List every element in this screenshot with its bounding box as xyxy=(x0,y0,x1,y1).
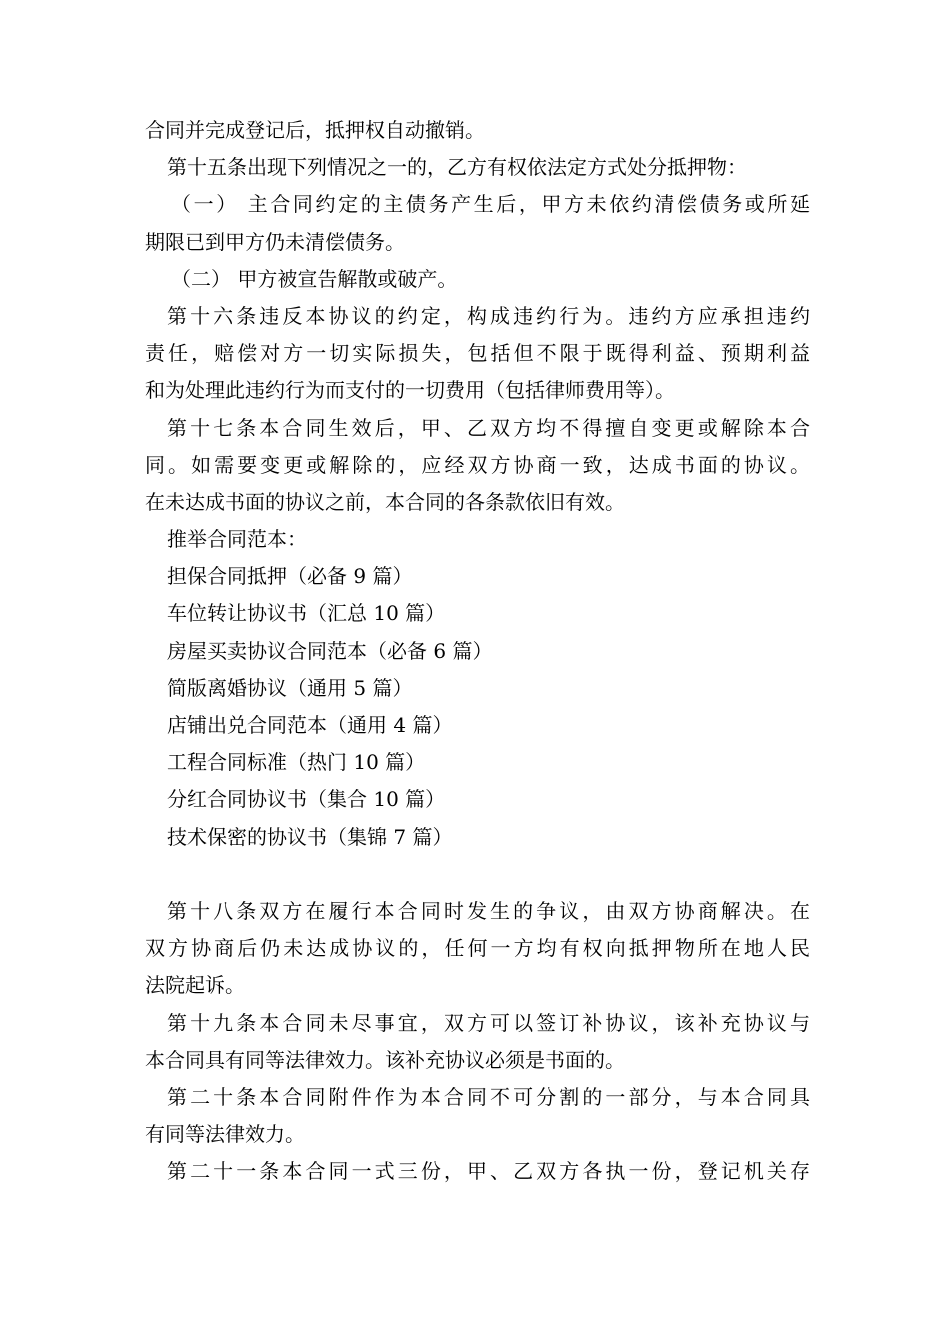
text-line: 第十五条出现下列情况之一的，乙方有权依法定方式处分抵押物： xyxy=(167,155,747,180)
text-line: 在未达成书面的协议之前，本合同的各条款依旧有效。 xyxy=(145,489,625,514)
list-item: 店铺出兑合同范本（通用 4 篇） xyxy=(167,713,453,737)
list-item: 担保合同抵押（必备 9 篇） xyxy=(167,564,413,589)
list-item: 分红合同协议书（集合 10 篇） xyxy=(167,787,446,812)
blank-line xyxy=(145,856,810,893)
list-item: 车位转让协议书（汇总 10 篇） xyxy=(167,601,446,626)
text-line: 法院起诉。 xyxy=(145,973,245,998)
text-line: 同。如需要变更或解除的，应经双方协商一致，达成书面的协议。 xyxy=(145,452,810,477)
text-line: 推举合同范本： xyxy=(167,527,307,552)
text-line: 责任，赔偿对方一切实际损失，包括但不限于既得利益、预期利益 xyxy=(145,341,810,366)
text-line: 第十八条双方在履行本合同时发生的争议，由双方协商解决。在 xyxy=(167,898,810,923)
text-line: （一） 主合同约定的主债务产生后，甲方未依约清偿债务或所延 xyxy=(171,192,810,217)
text-line: 第十九条本合同未尽事宜，双方可以签订补协议，该补充协议与 xyxy=(167,1010,810,1035)
document-page xyxy=(145,112,810,1190)
text-line: 期限已到甲方仍未清偿债务。 xyxy=(145,229,405,254)
list-item: 房屋买卖协议合同范本（必备 6 篇） xyxy=(167,638,493,663)
text-line: 第十七条本合同生效后，甲、乙双方均不得擅自变更或解除本合 xyxy=(167,415,810,440)
list-item: 简版离婚协议（通用 5 篇） xyxy=(167,675,413,700)
text-line: 和为处理此违约行为而支付的一切费用（包括律师费用等）。 xyxy=(145,378,675,403)
text-line: 第十六条违反本协议的约定，构成违约行为。违约方应承担违约 xyxy=(167,303,810,328)
text-line: 第二十条本合同附件作为本合同不可分割的一部分，与本合同具 xyxy=(167,1084,810,1109)
text-line: 本合同具有同等法律效力。该补充协议必须是书面的。 xyxy=(145,1047,625,1072)
text-line: 双方协商后仍未达成协议的，任何一方均有权向抵押物所在地人民 xyxy=(145,936,810,961)
list-item: 工程合同标准（热门 10 篇） xyxy=(167,750,426,775)
text-line: （二） 甲方被宣告解散或破产。 xyxy=(171,266,458,291)
text-line: 有同等法律效力。 xyxy=(145,1122,305,1147)
text-line: 第二十一条本合同一式三份，甲、乙双方各执一份，登记机关存 xyxy=(167,1159,810,1184)
text-line: 合同并完成登记后，抵押权自动撤销。 xyxy=(145,118,485,142)
list-item: 技术保密的协议书（集锦 7 篇） xyxy=(167,824,453,849)
